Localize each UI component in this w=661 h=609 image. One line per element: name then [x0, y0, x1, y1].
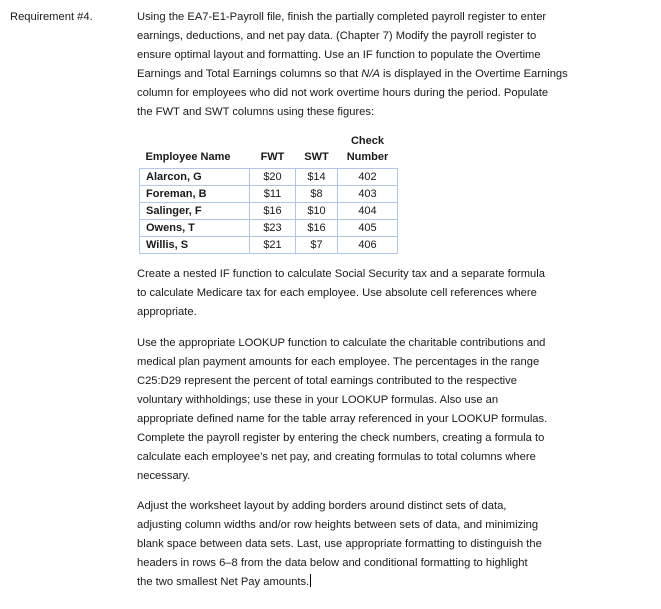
document-body [137, 8, 637, 592]
header-check-line2: Number [346, 151, 389, 164]
cell-check: 405 [338, 220, 398, 237]
table-header-row [140, 131, 398, 169]
header-swt: SWT [304, 151, 329, 164]
cell-swt: $8 [296, 186, 338, 203]
cell-check: 403 [338, 186, 398, 203]
cell-fwt: $20 [250, 169, 296, 186]
cell-check: 404 [338, 203, 398, 220]
paragraph-line: blank space between data sets. Last, use appropriate formatting to distinguish the [137, 538, 542, 551]
paragraph-line: Create a nested IF function to calculate Social Security tax and a separate formula [137, 268, 545, 281]
table-row [140, 186, 398, 203]
intro-paragraph [137, 8, 637, 121]
cell-fwt: $16 [250, 203, 296, 220]
cell-employee-name: Alarcon, G [140, 169, 250, 186]
intro-line: column for employees who did not work overtime hours during the period. Populate [137, 86, 549, 99]
cell-fwt: $23 [250, 220, 296, 237]
table-row [140, 220, 398, 237]
paragraph-lookup [137, 334, 637, 485]
table-row [140, 169, 398, 186]
cell-employee-name: Willis, S [140, 237, 250, 254]
table-row [140, 203, 398, 220]
withholding-table [139, 131, 398, 254]
paragraph-line: appropriate defined name for the table array referenced in your LOOKUP formulas. [137, 412, 548, 425]
paragraph-line: Complete the payroll register by entering the check numbers, creating a formula to [137, 431, 545, 444]
cell-swt: $10 [296, 203, 338, 220]
table-row [140, 237, 398, 254]
paragraph-line: calculate each employee’s net pay, and creating formulas to total columns where [137, 450, 536, 463]
paragraph-line: headers in rows 6–8 from the data below and conditional formatting to highlight [137, 557, 528, 570]
intro-line: ensure optimal layout and formatting. Use an IF function to populate the Overtime [137, 48, 541, 61]
intro-line: Earnings and Total Earnings columns so that [137, 67, 362, 80]
cell-employee-name: Owens, T [140, 220, 250, 237]
header-check-line1: Check [350, 135, 385, 148]
paragraph-line: necessary. [137, 469, 191, 482]
paragraph-line: the two smallest Net Pay amounts. [137, 576, 310, 589]
paragraph-layout [137, 497, 637, 592]
cell-fwt: $21 [250, 237, 296, 254]
requirement-label: Requirement #4. [10, 11, 93, 23]
cell-swt: $14 [296, 169, 338, 186]
paragraph-social-security [137, 265, 637, 322]
paragraph-line: voluntary withholdings; use these in your LOOKUP formulas. Also use an [137, 393, 499, 406]
paragraph-line: C25:D29 represent the percent of total earnings contributed to the respective [137, 374, 517, 387]
cell-swt: $16 [296, 220, 338, 237]
header-fwt: FWT [260, 151, 285, 164]
text-cursor[interactable] [310, 574, 311, 587]
intro-line: is displayed in the Overtime Earnings [379, 67, 568, 80]
paragraph-line: medical plan payment amounts for each employee. The percentages in the range [137, 356, 540, 369]
cell-check: 406 [338, 237, 398, 254]
intro-line: the FWT and SWT columns using these figures: [137, 105, 375, 118]
header-employee-name: Employee Name [145, 151, 231, 164]
na-emphasis: N/A [361, 67, 380, 80]
paragraph-line: Use the appropriate LOOKUP function to calculate the charitable contributions and [137, 337, 546, 350]
paragraph-line: adjusting column widths and/or row heights between sets of data, and minimizing [137, 519, 539, 532]
paragraph-line: Adjust the worksheet layout by adding borders around distinct sets of data, [137, 500, 507, 513]
intro-line: earnings, deductions, and net pay data. (Chapter 7) Modify the payroll register to [137, 29, 537, 42]
cell-check: 402 [338, 169, 398, 186]
cell-fwt: $11 [250, 186, 296, 203]
cell-employee-name: Foreman, B [140, 186, 250, 203]
intro-line: Using the EA7-E1-Payroll file, finish the partially completed payroll register to enter [137, 11, 547, 23]
cell-employee-name: Salinger, F [140, 203, 250, 220]
header-check-number [338, 131, 398, 169]
paragraph-line: to calculate Medicare tax for each employee. Use absolute cell references where [137, 287, 537, 300]
paragraph-line: appropriate. [137, 306, 197, 319]
cell-swt: $7 [296, 237, 338, 254]
